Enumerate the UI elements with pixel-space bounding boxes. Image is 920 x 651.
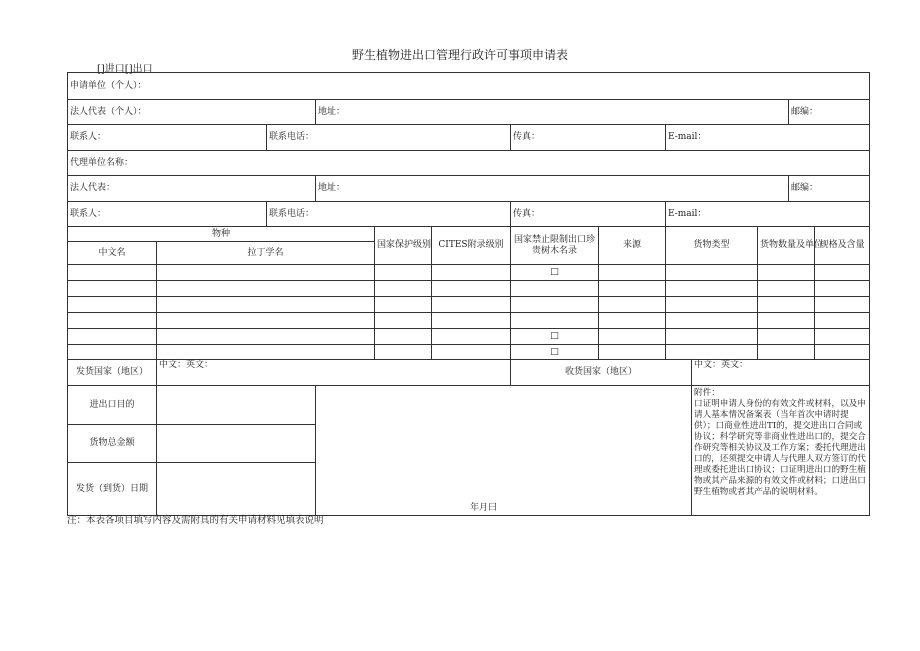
goods-row [68, 329, 870, 345]
applicant-fax-field[interactable]: 传真： [511, 125, 666, 151]
chinese-name-header: 中文名 [68, 242, 157, 265]
footnote: 注：本表各项目填写内容及需附具的有关申请材料见填表说明 [67, 515, 324, 526]
purpose-label: 进出口目的 [68, 386, 157, 425]
agent-postcode-field[interactable]: 邮编： [789, 176, 870, 202]
restricted-checkbox[interactable]: □ [511, 329, 599, 345]
import-export-checkboxes[interactable]: []进口[]出口 [97, 64, 153, 75]
goods-row [68, 265, 870, 281]
spec-content-header: 规格及含量 [815, 227, 870, 265]
applicant-unit-field[interactable]: 申请单位（个人）： [68, 73, 870, 100]
attachments-cell [692, 386, 870, 516]
applicant-postcode-field[interactable]: 邮编： [789, 100, 870, 125]
receiver-country-label: 收货国家（地区） [511, 360, 692, 386]
agent-unit-field[interactable]: 代理单位名称： [68, 151, 870, 176]
restricted-timber-header: 国家禁止限制出口珍贵树木名录 [511, 227, 599, 265]
receiver-country-field[interactable]: 中文：英文： [692, 360, 870, 386]
protection-level-header: 国家保护级别 [375, 227, 432, 265]
applicant-phone-field[interactable]: 联系电话： [267, 125, 511, 151]
latin-name-header: 拉丁学名 [157, 242, 375, 265]
agent-fax-field[interactable]: 传真： [511, 202, 666, 227]
sender-country-label: 发货国家（地区） [68, 360, 157, 386]
agent-contact-field[interactable]: 联系人： [68, 202, 267, 227]
species-header: 物种 [68, 227, 375, 242]
ship-date-label: 发货（到货）日期 [68, 463, 157, 516]
applicant-contact-field[interactable]: 联系人： [68, 125, 267, 151]
date-label: 年月曰 [469, 503, 497, 513]
applicant-email-field[interactable]: E-mail： [666, 125, 870, 151]
sender-country-field[interactable]: 中文：英文： [157, 360, 511, 386]
total-amount-label: 货物总金额 [68, 425, 157, 463]
total-amount-field[interactable] [157, 425, 316, 463]
goods-row [68, 281, 870, 297]
agent-address-field[interactable]: 地址： [316, 176, 789, 202]
attachments-text: 口证明申请人身份的有效文件或材料，以及申请人基本情况备案表（当年首次申请时提供）；口商业性进出TI的，提交进出口合同或协议；科学研究等非商业性进出口的，提交合作研究等相关协议及工作方案；委托代理进出口的，还须提交申请人与代理人双方签订的代理或委托进出口协议；口证明进出口的野生植物或其产品来源的有效文件或材料；口进出口野生植物或者其产品的说明材料。 [694, 399, 866, 497]
ship-date-field[interactable] [157, 463, 316, 516]
restricted-checkbox[interactable]: □ [511, 265, 599, 281]
restricted-checkbox[interactable]: □ [511, 345, 599, 360]
agent-legal-rep-field[interactable]: 法人代表： [68, 176, 316, 202]
attachments-heading: 附件： [694, 388, 720, 398]
applicant-legal-rep-field[interactable]: 法人代表（个人）： [68, 100, 316, 125]
agent-phone-field[interactable]: 联系电话： [267, 202, 511, 227]
goods-row [68, 297, 870, 313]
applicant-address-field[interactable]: 地址： [316, 100, 789, 125]
source-header: 来源 [599, 227, 666, 265]
application-form-table [67, 72, 870, 516]
agent-email-field[interactable]: E-mail： [666, 202, 870, 227]
goods-row [68, 313, 870, 329]
date-signature-area[interactable] [316, 386, 692, 516]
quantity-unit-header: 货物数量及单位 [758, 227, 815, 265]
goods-row [68, 345, 870, 360]
purpose-field[interactable] [157, 386, 316, 425]
form-title: 野生植物进出口管理行政许可事项申请表 [351, 48, 568, 62]
cites-appendix-header: CITES附录级别 [432, 227, 511, 265]
goods-type-header: 货物类型 [666, 227, 758, 265]
